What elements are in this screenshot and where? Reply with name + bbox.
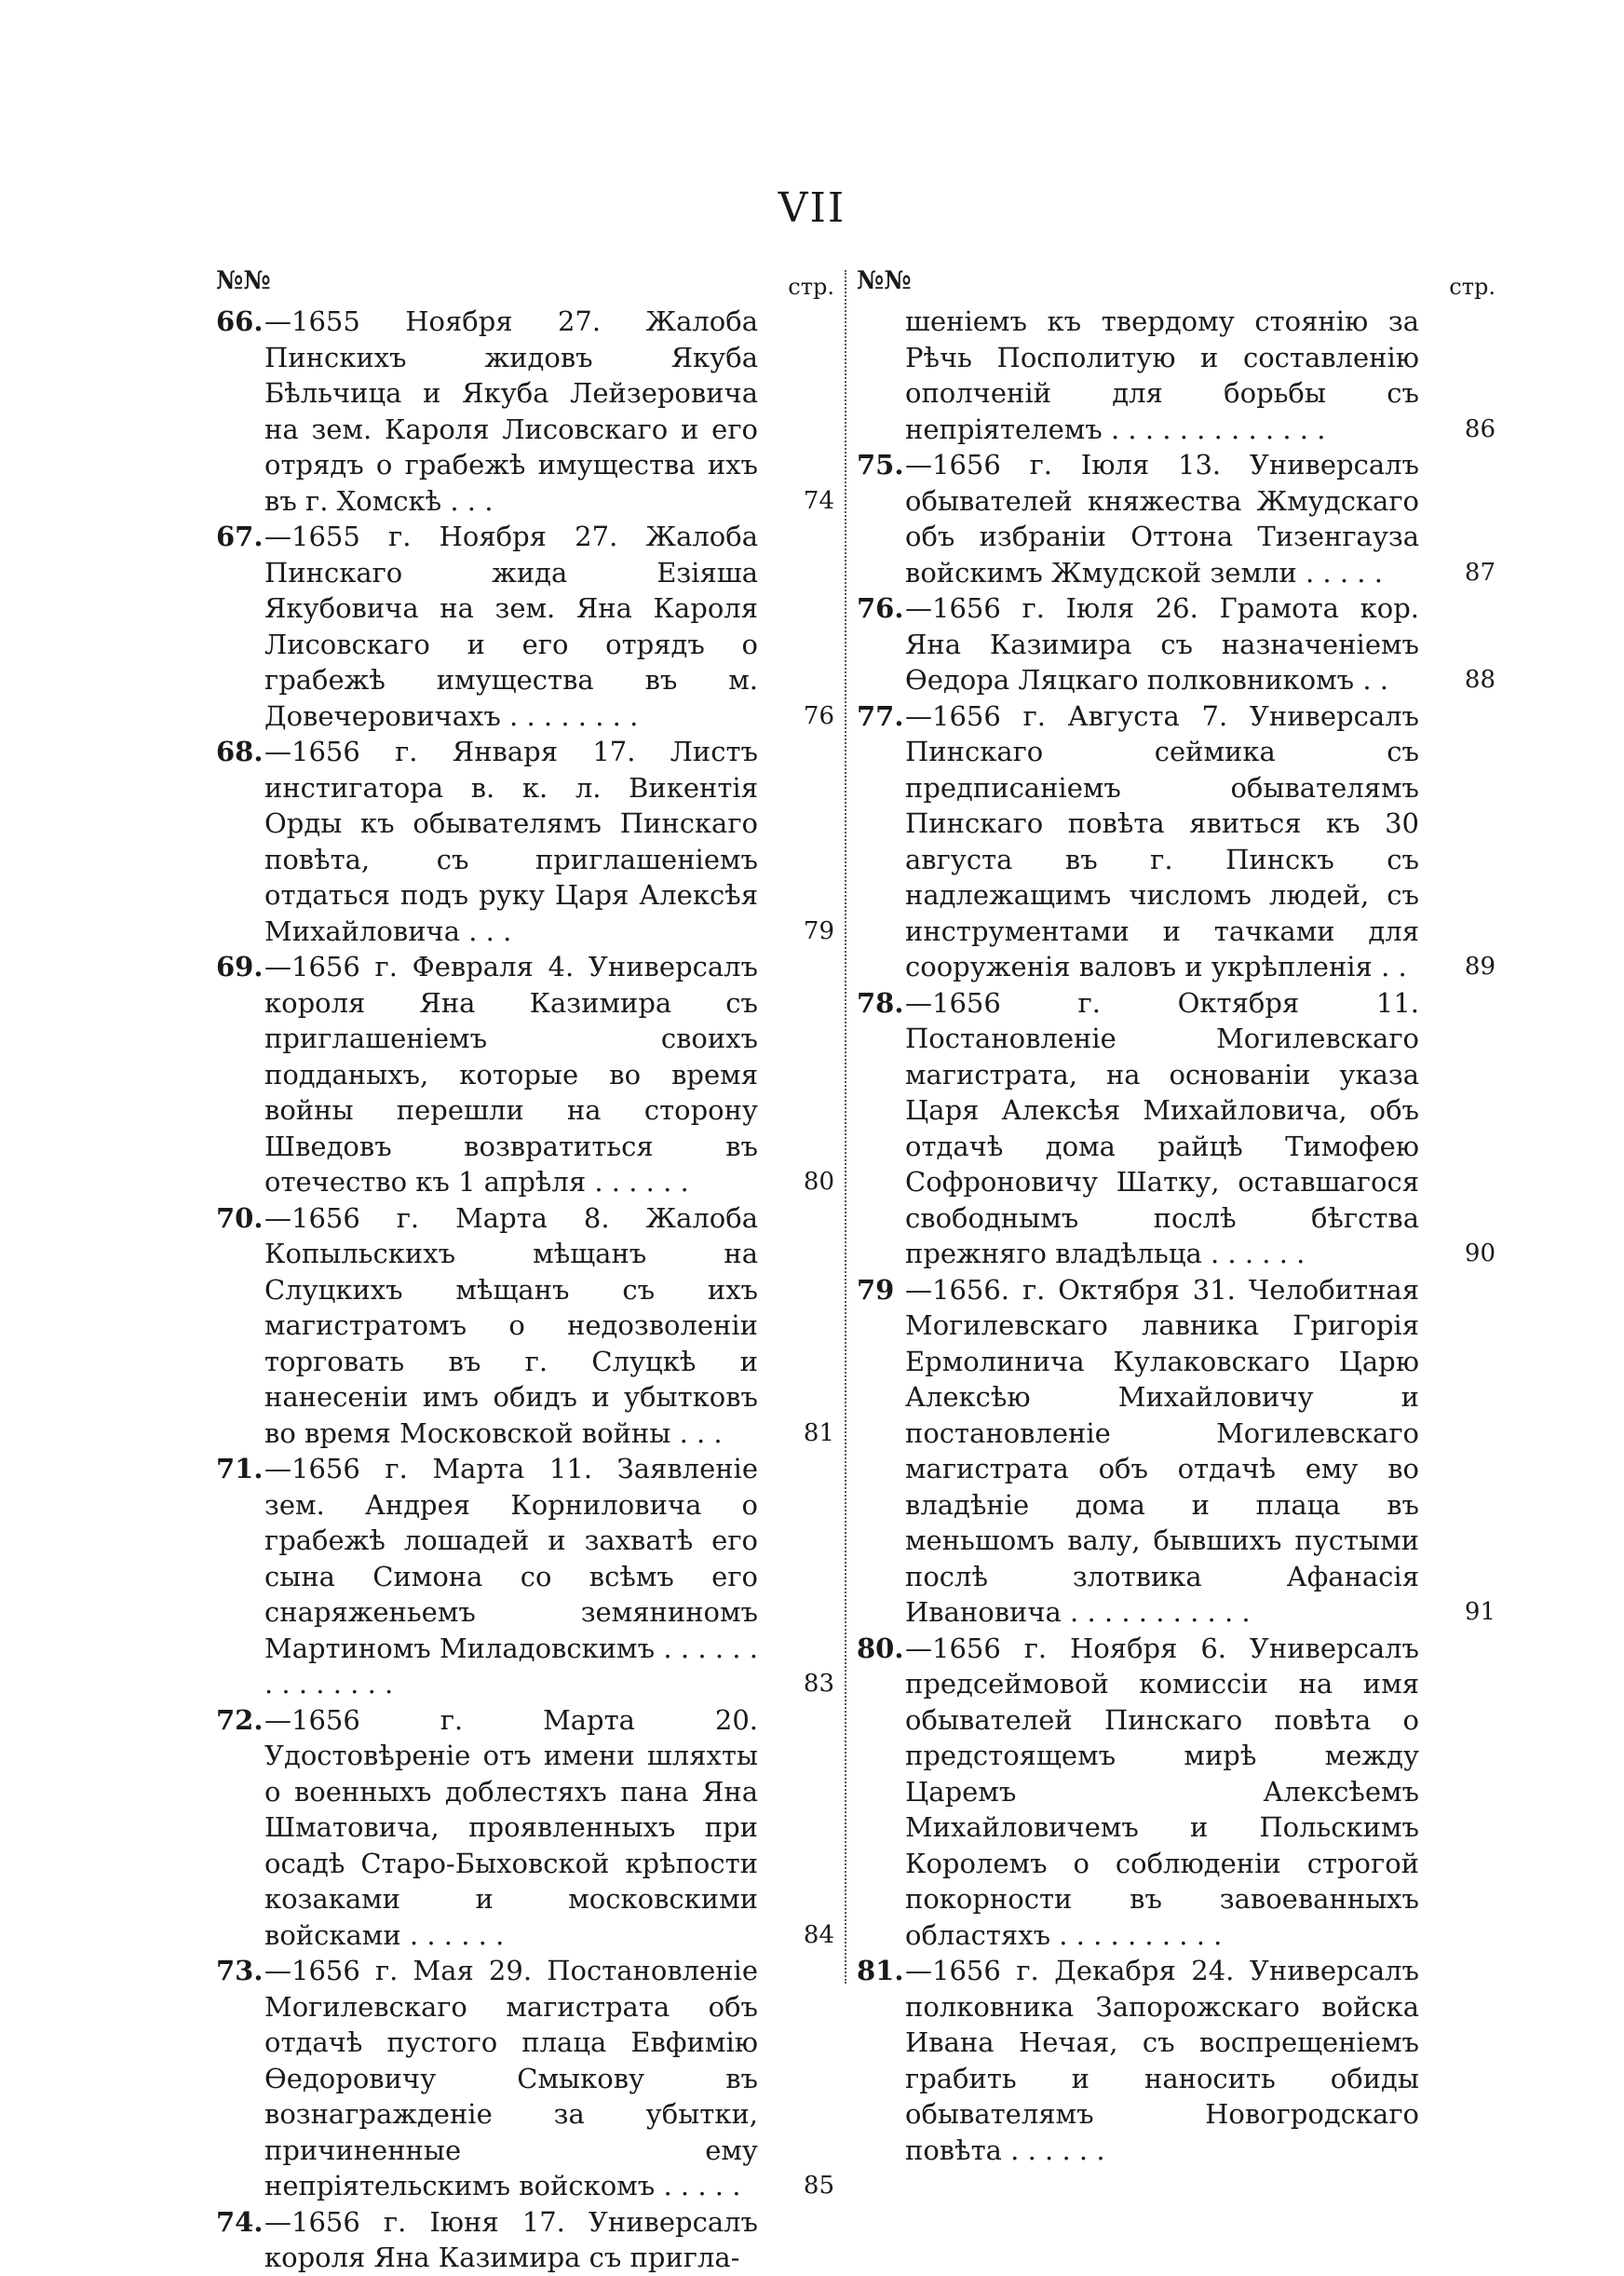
dot-leader: . . . (679, 1416, 723, 1449)
entry-number: 76. (857, 592, 904, 624)
entry-page-number: 91 (1464, 1598, 1495, 1626)
left-column-header (216, 266, 834, 304)
dot-leader: . . . . . . (409, 1918, 505, 1951)
entry-page-number: 81 (803, 1418, 834, 1447)
toc-entry-body (905, 590, 1419, 698)
dot-leader: . . . (450, 484, 494, 517)
entry-title: —1656 г. Января 17. Листъ инстигатора в. к. л. Викентія Орды къ обывателямъ Пинскаго повѣта, съ приглашеніемъ отдаться подъ руку Царя Алексѣя Михайловича (264, 736, 758, 947)
toc-entry-body (264, 304, 758, 519)
entry-number: 72. (216, 1703, 264, 1736)
dot-leader: . . . . . (1305, 556, 1383, 589)
entry-page-number: 80 (803, 1168, 834, 1196)
entry-title: шеніемъ къ твердому стоянію за Рѣчь Посполитую и составленію ополченій для борьбы съ непріятелемъ (905, 305, 1419, 445)
entry-number: 66. (216, 305, 264, 337)
toc-entry (216, 1451, 834, 1702)
entry-number: 75. (857, 449, 904, 481)
entry-page-number: 76 (803, 701, 834, 730)
toc-entry (216, 1953, 834, 2204)
toc-entry (857, 985, 1495, 1272)
dot-leader: . . . . . . . . (509, 699, 639, 732)
entry-title: —1656 г. Октября 11. Постановленіе Могилевскаго магистрата, на основаніи указа Царя Алексѣя Михайловича, объ отдачѣ дома райцѣ Тимофею Софроновичу Шатку, оставшагося свободнымъ послѣ бѣгства прежняго владѣльца (905, 986, 1419, 1269)
page-label-heading: стр. (1449, 274, 1495, 300)
toc-entry (216, 304, 834, 519)
entry-title: —1656 г. Мая 29. Постановленіе Могилевскаго магистрата объ отдачѣ пустого плаца Евфимію Өедоровичу Смыкову въ вознагражденіе за убытки, причиненные ему непріятельскимъ войскомъ (264, 1955, 758, 2201)
entry-number: 74. (216, 2205, 264, 2238)
entry-number: 67. (216, 521, 264, 552)
right-entries (857, 304, 1495, 2168)
entry-title: —1656 г. Декабря 24. Универсалъ полковника Запорожскаго войска Ивана Нечая, съ воспрещеніемъ грабить и наносить обиды обывателямъ Новогродскаго повѣта (905, 1955, 1419, 2166)
entry-number: 69. (216, 951, 264, 982)
dot-leader: . . . . . . (1010, 2134, 1105, 2166)
toc-entry (857, 447, 1495, 590)
left-column (216, 266, 834, 2276)
entry-number: 70. (216, 1201, 264, 1234)
entry-number: 73. (216, 1955, 264, 1986)
entry-title: —1656 г. Августа 7. Универсалъ Пинскаго сеймика съ предписаніемъ обывателямъ Пинскаго повѣта явиться къ 30 августа въ г. Пинскъ съ надлежащимъ числомъ людей, съ инструментами и тачками для сооруженія валовъ и укрѣпленія (905, 699, 1419, 982)
toc-entry (216, 734, 834, 949)
entry-title: —1656 г. Марта 11. Заявленіе зем. Андрея Корниловича о грабежѣ лошадей и захватѣ его сына Симона со всѣмъ его снаряженьемъ земяниномъ Мартиномъ Миладовскимъ (264, 1453, 758, 1664)
toc-entry-body (264, 949, 758, 1200)
entry-page-number: 89 (1464, 953, 1495, 981)
dot-leader: . . (1381, 951, 1407, 982)
toc-entry-body (264, 519, 758, 734)
entry-title: —1656 г. Іюня 17. Универсалъ короля Яна Казимира съ пригла- (264, 2205, 758, 2273)
dot-leader: . . . . . . . . . . . (1070, 1596, 1251, 1628)
entry-page-number: 84 (803, 1920, 834, 1949)
toc-entry-body (905, 985, 1419, 1272)
entry-title: —1656 г. Іюля 13. Универсалъ обывателей княжества Жмудскаго объ избраніи Оттона Тизенгауза войскимъ Жмудской земли (905, 449, 1419, 589)
dot-leader: . . . . . . . . . . (1059, 1918, 1223, 1951)
toc-entry (216, 949, 834, 1200)
entry-number: 81. (857, 1955, 904, 1986)
toc-entry-body (264, 1953, 758, 2204)
entry-number: 71. (216, 1453, 264, 1484)
toc-entry (216, 1200, 834, 1452)
page-label-heading: стр. (788, 274, 834, 300)
toc-entry (857, 698, 1495, 985)
entry-page-number: 87 (1464, 558, 1495, 587)
toc-entry-body (905, 304, 1419, 447)
toc-entry (857, 1272, 1495, 1631)
toc-entry-body (264, 1702, 758, 1954)
toc-entry-body (905, 1272, 1419, 1631)
dot-leader: . . . . . . (1210, 1238, 1306, 1269)
entry-page-number: 85 (803, 2172, 834, 2200)
entry-page-number: 79 (803, 916, 834, 945)
toc-entry (857, 1953, 1495, 2168)
toc-entry-body (905, 1631, 1419, 1954)
toc-entry (857, 304, 1495, 447)
toc-entry-body (905, 1953, 1419, 2168)
right-column-header (857, 266, 1495, 304)
entry-number: 79 (857, 1273, 895, 1306)
toc-entry (216, 1702, 834, 1954)
column-divider (845, 270, 846, 1984)
entry-title: —1656 г. Іюля 26. Грамота кор. Яна Казимира съ назначеніемъ Өедора Ляцкаго полковникомъ (905, 592, 1419, 696)
toc-entry (216, 519, 834, 734)
toc-entry-body (264, 1451, 758, 1702)
dot-leader: . . . . . . (594, 1166, 689, 1198)
entry-title: —1656 г. Февраля 4. Универсалъ короля Яна Казимира съ приглашеніемъ своихъ подданыхъ, которые во время войны перешли на сторону Шведовъ возвратиться въ отечество къ 1 апрѣля (264, 951, 758, 1198)
page-number: VII (778, 184, 846, 232)
entry-title: —1656 г. Марта 8. Жалоба Копыльскихъ мѣщанъ на Слуцкихъ мѣщанъ съ ихъ магистратомъ о недозволеніи торговать въ г. Слуцкѣ и нанесеніи имъ обидъ и убытковъ во время Московской войны (264, 1201, 758, 1449)
left-entries (216, 304, 834, 2276)
toc-entry-body (264, 734, 758, 949)
toc-entry-body (905, 447, 1419, 590)
dot-leader: . . . . . . . . . . . . . . (264, 1632, 759, 1700)
entry-page-number: 90 (1464, 1240, 1495, 1267)
entry-number: 78. (857, 986, 904, 1019)
toc-entry-body (264, 2204, 758, 2276)
dot-leader: . . . . . (663, 2170, 741, 2201)
entry-title: —1656 г. Марта 20. Удостовѣреніе отъ имени шляхты о военныхъ доблестяхъ пана Яна Шматовича, проявленныхъ при осадѣ Старо-Быховской крѣпости козаками и московскими войсками (264, 1703, 758, 1951)
toc-entry (216, 2204, 834, 2276)
entry-page-number: 74 (803, 486, 834, 515)
dot-leader: . . . . . . . . . . . . . (1110, 413, 1326, 445)
entry-title: —1655 г. Ноября 27. Жалоба Пинскаго жида Езіяша Якубовича на зем. Яна Кароля Лисовскаго и его отрядъ о грабежѣ имущества въ м. Довечеровичахъ (264, 521, 758, 732)
dot-leader: . . (1362, 664, 1388, 696)
entry-title: —1655 Ноября 27. Жалоба Пинскихъ жидовъ Якуба Бѣльчица и Якуба Лейзеровича на зем. Кароля Лисовскаго и его отрядъ о грабежѣ имущества ихъ въ г. Хомскѣ (264, 305, 758, 517)
entry-title: —1656. г. Октября 31. Челобитная Могилевскаго лавника Григорія Ермолинича Кулаковскаго Царю Алексѣю Михайловичу и постановленіе Могилевскаго магистрата объ отдачѣ ему во владѣніе дома и плаца въ меньшомъ валу, бывшихъ пустыми послѣ злотвика Афанасія Ивановича (905, 1273, 1419, 1628)
entry-title: —1656 г. Ноября 6. Универсалъ предсеймовой комиссіи на имя обывателей Пинскаго повѣта о предстоящемъ мирѣ между Царемъ Алексѣемъ Михайловичемъ и Польскимъ Королемъ о соблюденіи строгой покорности въ завоеванныхъ областяхъ (905, 1632, 1419, 1951)
toc-entry-body (264, 1200, 758, 1452)
dot-leader: . . . (468, 914, 512, 947)
entry-page-number: 83 (803, 1670, 834, 1698)
toc-entry (857, 590, 1495, 698)
toc-entry (857, 1631, 1495, 1954)
entry-page-number: 88 (1464, 666, 1495, 694)
right-column (857, 266, 1495, 2168)
entry-number: 77. (857, 699, 904, 732)
number-sign-heading: №№ (216, 266, 271, 295)
number-sign-heading: №№ (857, 266, 912, 295)
entry-page-number: 86 (1464, 414, 1495, 443)
entry-number: 68. (216, 736, 264, 767)
toc-entry-body (905, 698, 1419, 985)
entry-number: 80. (857, 1632, 904, 1664)
